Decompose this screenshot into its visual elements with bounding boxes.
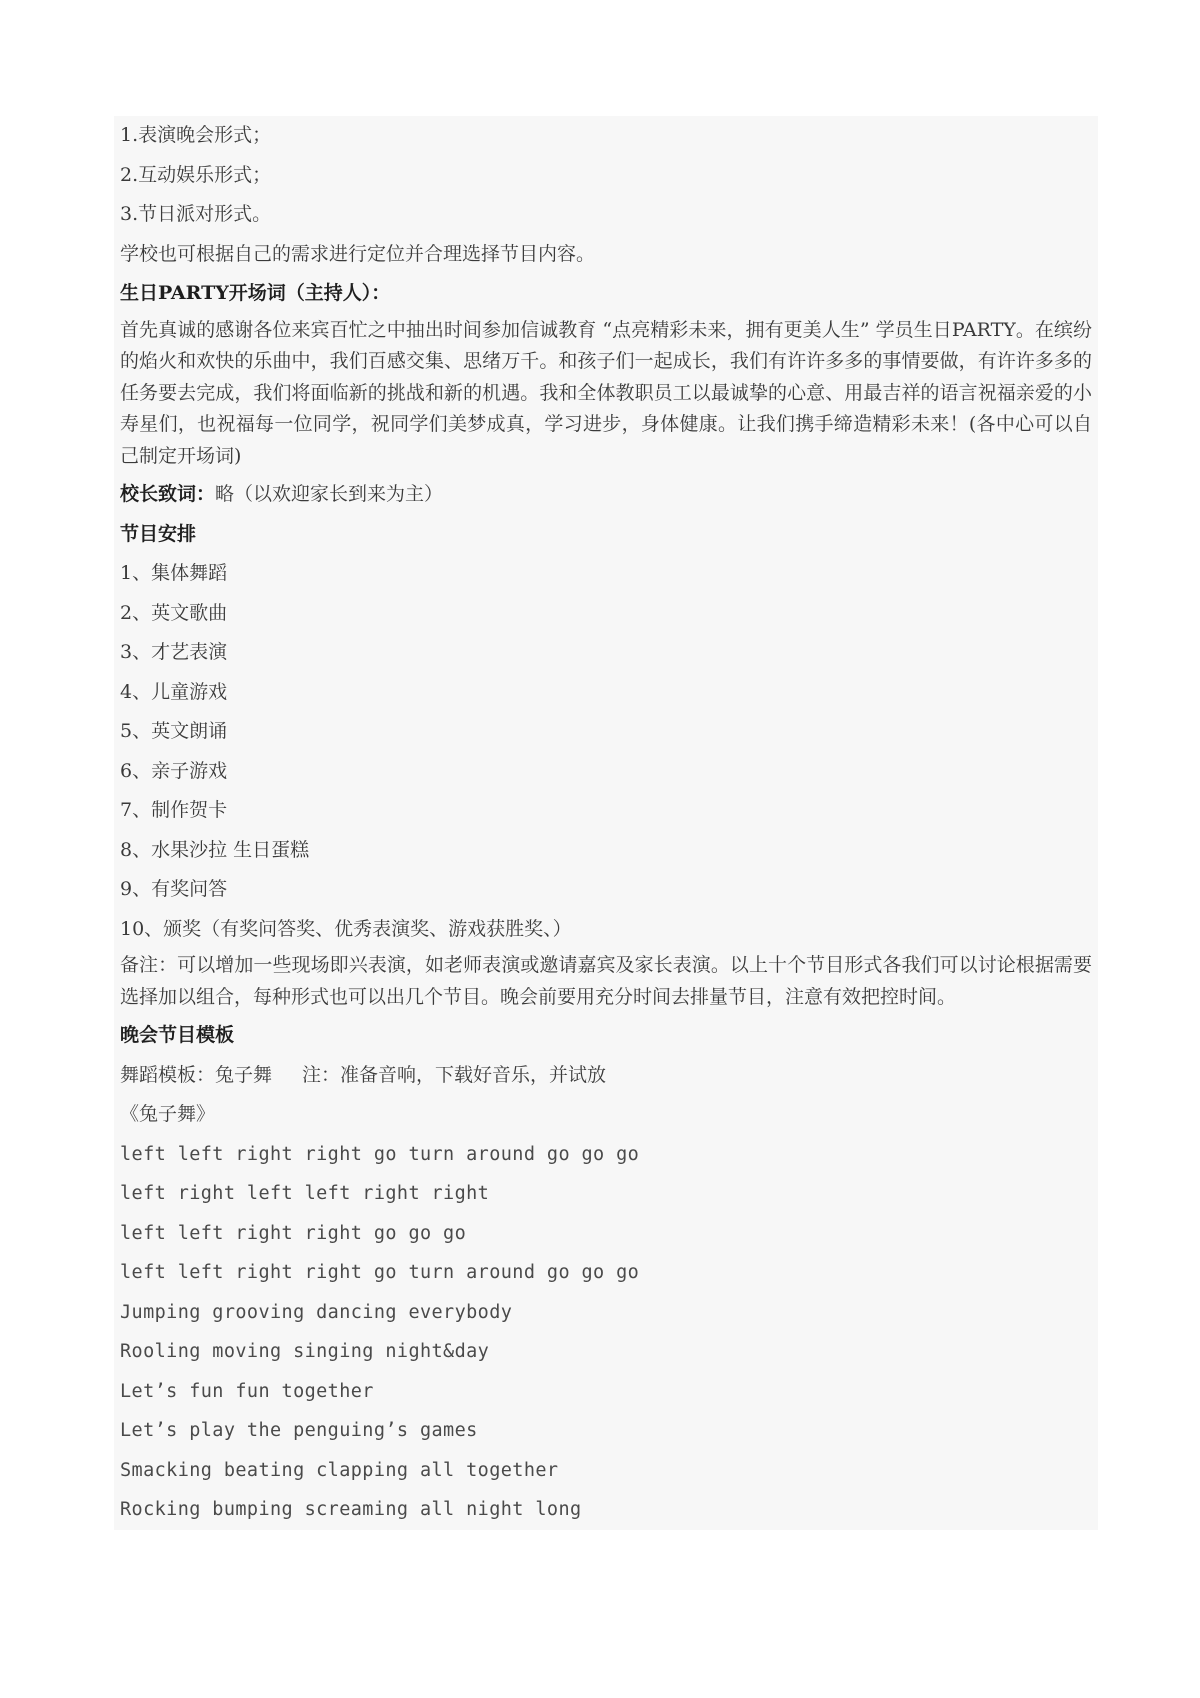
dance-note: 注：准备音响，下载好音乐，并试放 (302, 1063, 607, 1086)
lyric-line: left left right right go turn around go go go (114, 1135, 1098, 1175)
program-item: 2、英文歌曲 (114, 594, 1098, 634)
program-item: 8、水果沙拉 生日蛋糕 (114, 831, 1098, 871)
template-heading: 晚会节目模板 (114, 1016, 1098, 1056)
dance-template-line (114, 1056, 1098, 1096)
format-note: 学校也可根据自己的需求进行定位并合理选择节目内容。 (114, 235, 1098, 275)
lyric-line: left left right right go go go (114, 1214, 1098, 1254)
program-item: 1、集体舞蹈 (114, 554, 1098, 594)
lyric-line: Rocking bumping screaming all night long (114, 1490, 1098, 1530)
lyric-line: Let’s fun fun together (114, 1372, 1098, 1412)
lyric-line: Jumping grooving dancing everybody (114, 1293, 1098, 1333)
note-paragraph: 备注：可以增加一些现场即兴表演，如老师表演或邀请嘉宾及家长表演。以上十个节目形式各我们可以讨论根据需要选择加以组合，每种形式也可以出几个节目。晚会前要用充分时间去排量节目，注意有效把控时间。 (114, 949, 1098, 1016)
song-title: 《兔子舞》 (114, 1095, 1098, 1135)
dance-label: 舞蹈模板：兔子舞 (120, 1063, 273, 1086)
lyric-line: Let’s play the penguing’s games (114, 1411, 1098, 1451)
lyric-line: Rooling moving singing night&day (114, 1332, 1098, 1372)
program-heading: 节目安排 (114, 515, 1098, 555)
program-item: 7、制作贺卡 (114, 791, 1098, 831)
program-item: 5、英文朗诵 (114, 712, 1098, 752)
format-item-1: 1.表演晚会形式； (114, 116, 1098, 156)
opening-heading: 生日PARTY开场词（主持人）： (114, 274, 1098, 314)
principal-speech (114, 475, 1098, 515)
lyric-line: left right left left right right (114, 1174, 1098, 1214)
program-item: 4、儿童游戏 (114, 673, 1098, 713)
format-item-3: 3.节日派对形式。 (114, 195, 1098, 235)
program-item: 6、亲子游戏 (114, 752, 1098, 792)
document-body (114, 116, 1098, 1530)
principal-text: 略（以欢迎家长到来为主） (215, 483, 444, 505)
opening-paragraph: 首先真诚的感谢各位来宾百忙之中抽出时间参加信诚教育 “点亮精彩未来，拥有更美人生” 学员生日PARTY。在缤纷的焰火和欢快的乐曲中，我们百感交集、思绪万千。和孩子们一起成长，我们有许许多多的事情要做，有许许多多的任务要去完成，我们将面临新的挑战和新的机遇。我和全体教职员工以最诚挚的心意、用最吉祥的语言祝福亲爱的小寿星们，也祝福每一位同学，祝同学们美梦成真，学习进步，身体健康。让我们携手缔造精彩未来！(各中心可以自己制定开场词) (114, 314, 1098, 476)
format-item-2: 2.互动娱乐形式； (114, 156, 1098, 196)
lyric-line: left left right right go turn around go go go (114, 1253, 1098, 1293)
lyrics-block (114, 1135, 1098, 1530)
principal-label: 校长致词： (120, 483, 216, 505)
lyric-line: Smacking beating clapping all together (114, 1451, 1098, 1491)
program-item: 3、才艺表演 (114, 633, 1098, 673)
program-list (114, 554, 1098, 949)
program-item: 10、颁奖（有奖问答奖、优秀表演奖、游戏获胜奖、） (114, 910, 1098, 950)
program-item: 9、有奖问答 (114, 870, 1098, 910)
